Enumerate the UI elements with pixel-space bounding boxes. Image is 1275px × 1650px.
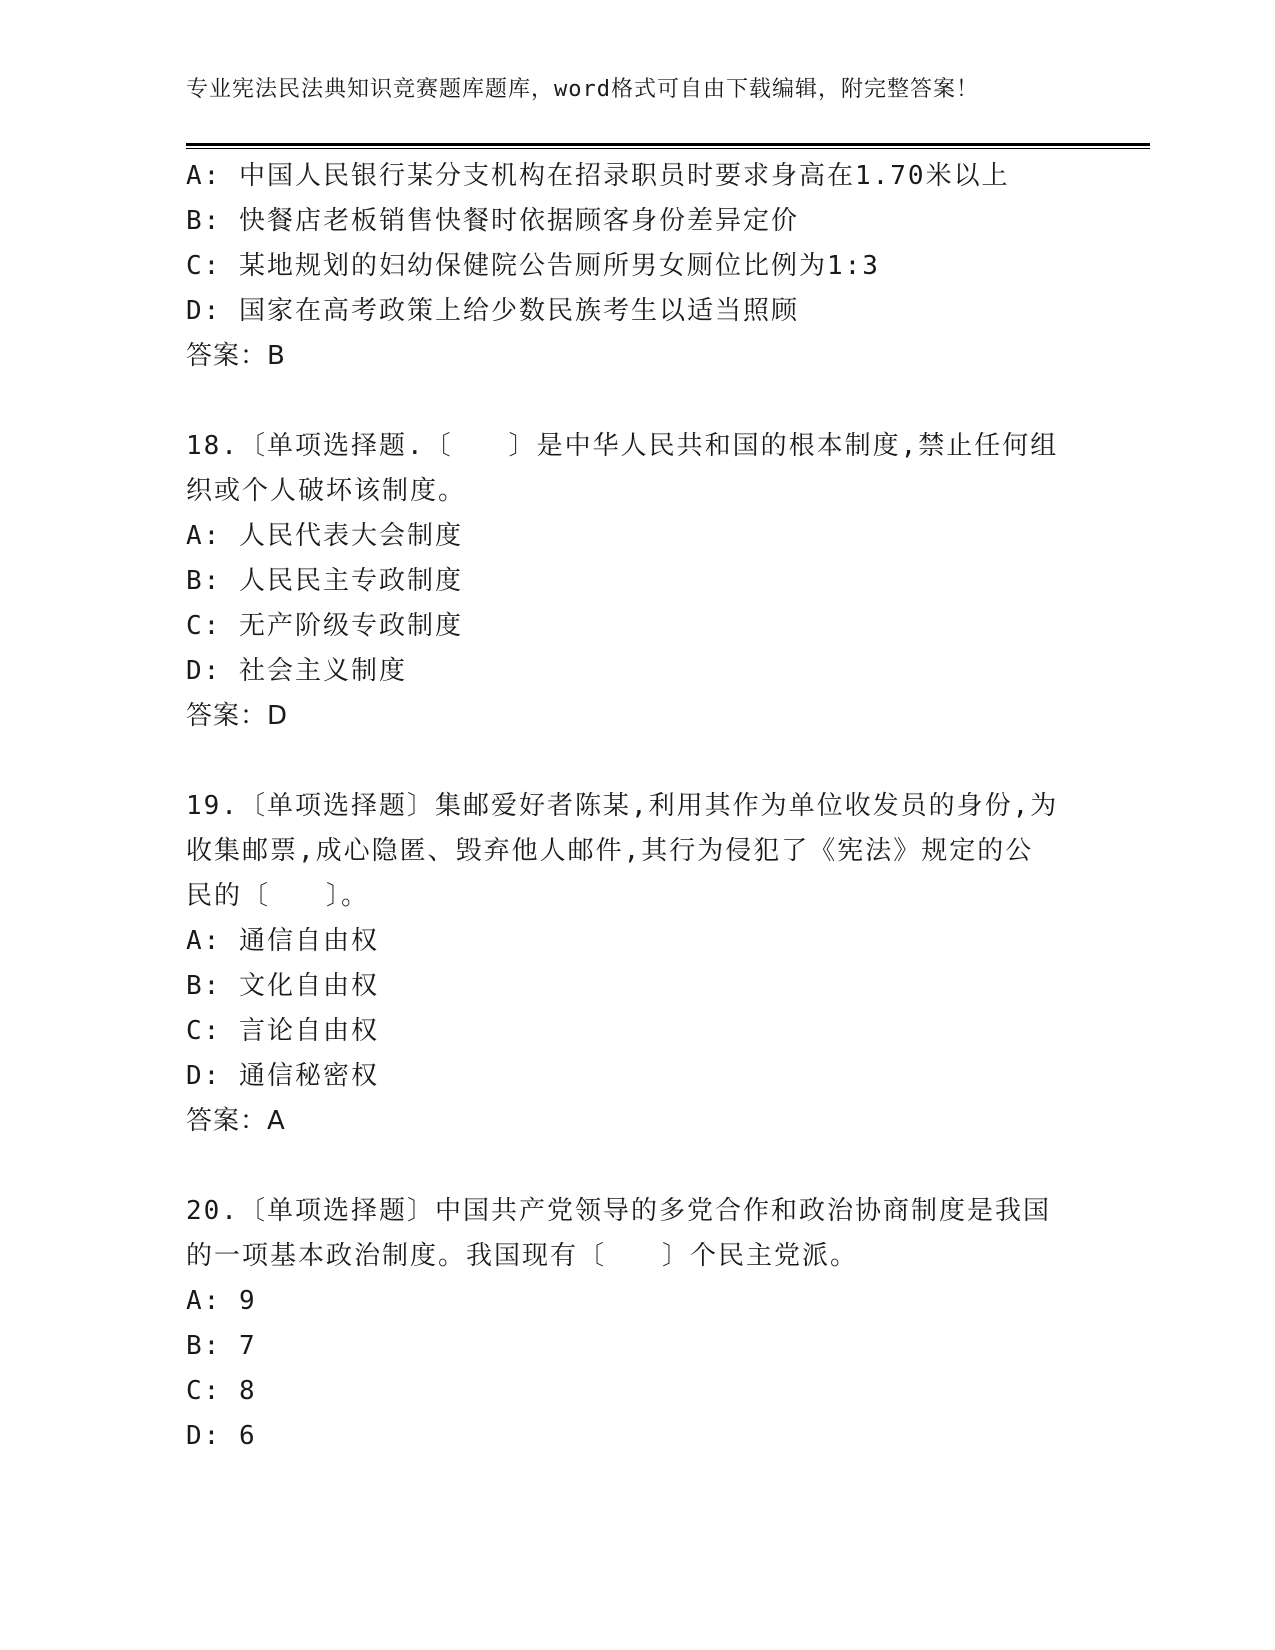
q20-stem-line-1: 20.〔单项选择题〕中国共产党领导的多党合作和政治协商制度是我国 <box>186 1196 1051 1226</box>
q20-option-a: A: 9 <box>186 1286 257 1316</box>
q20-option-d: D: 6 <box>186 1421 257 1451</box>
q18-option-b: B: 人民民主专政制度 <box>186 566 463 596</box>
q17-option-d: D: 国家在高考政策上给少数民族考生以适当照顾 <box>186 296 799 326</box>
q20-option-b: B: 7 <box>186 1331 257 1361</box>
page-header: 专业宪法民法典知识竞赛题库题库，word格式可自由下载编辑，附完整答案！ <box>186 77 979 102</box>
q17-option-c: C: 某地规划的妇幼保健院公告厕所男女厕位比例为1:3 <box>186 251 880 281</box>
q17-option-a: A: 中国人民银行某分支机构在招录职员时要求身高在1.70米以上 <box>186 161 1010 191</box>
header-divider <box>186 143 1150 149</box>
q20-stem-line-2: 的一项基本政治制度。我国现有〔 〕个民主党派。 <box>186 1241 859 1271</box>
q18-stem-line-1: 18.〔单项选择题.〔 〕是中华人民共和国的根本制度,禁止任何组 <box>186 431 1059 461</box>
q18-stem-line-2: 织或个人破坏该制度。 <box>186 476 467 506</box>
q19-option-b: B: 文化自由权 <box>186 971 379 1001</box>
q19-stem-line-2: 收集邮票,成心隐匿、毁弃他人邮件,其行为侵犯了《宪法》规定的公 <box>186 836 1034 866</box>
question-content <box>186 154 1086 1459</box>
q17-option-b: B: 快餐店老板销售快餐时依据顾客身份差异定价 <box>186 206 799 236</box>
q19-option-d: D: 通信秘密权 <box>186 1061 379 1091</box>
q19-answer: 答案：A <box>186 1106 286 1136</box>
q18-option-c: C: 无产阶级专政制度 <box>186 611 463 641</box>
q18-option-a: A: 人民代表大会制度 <box>186 521 463 551</box>
q19-stem-line-3: 民的〔 〕。 <box>186 881 370 911</box>
q19-stem-line-1: 19.〔单项选择题〕集邮爱好者陈某,利用其作为单位收发员的身份,为 <box>186 791 1059 821</box>
q20-option-c: C: 8 <box>186 1376 257 1406</box>
q17-answer: 答案：B <box>186 341 286 371</box>
q18-answer: 答案：D <box>186 701 289 731</box>
q19-option-c: C: 言论自由权 <box>186 1016 379 1046</box>
q19-option-a: A: 通信自由权 <box>186 926 379 956</box>
q18-option-d: D: 社会主义制度 <box>186 656 407 686</box>
